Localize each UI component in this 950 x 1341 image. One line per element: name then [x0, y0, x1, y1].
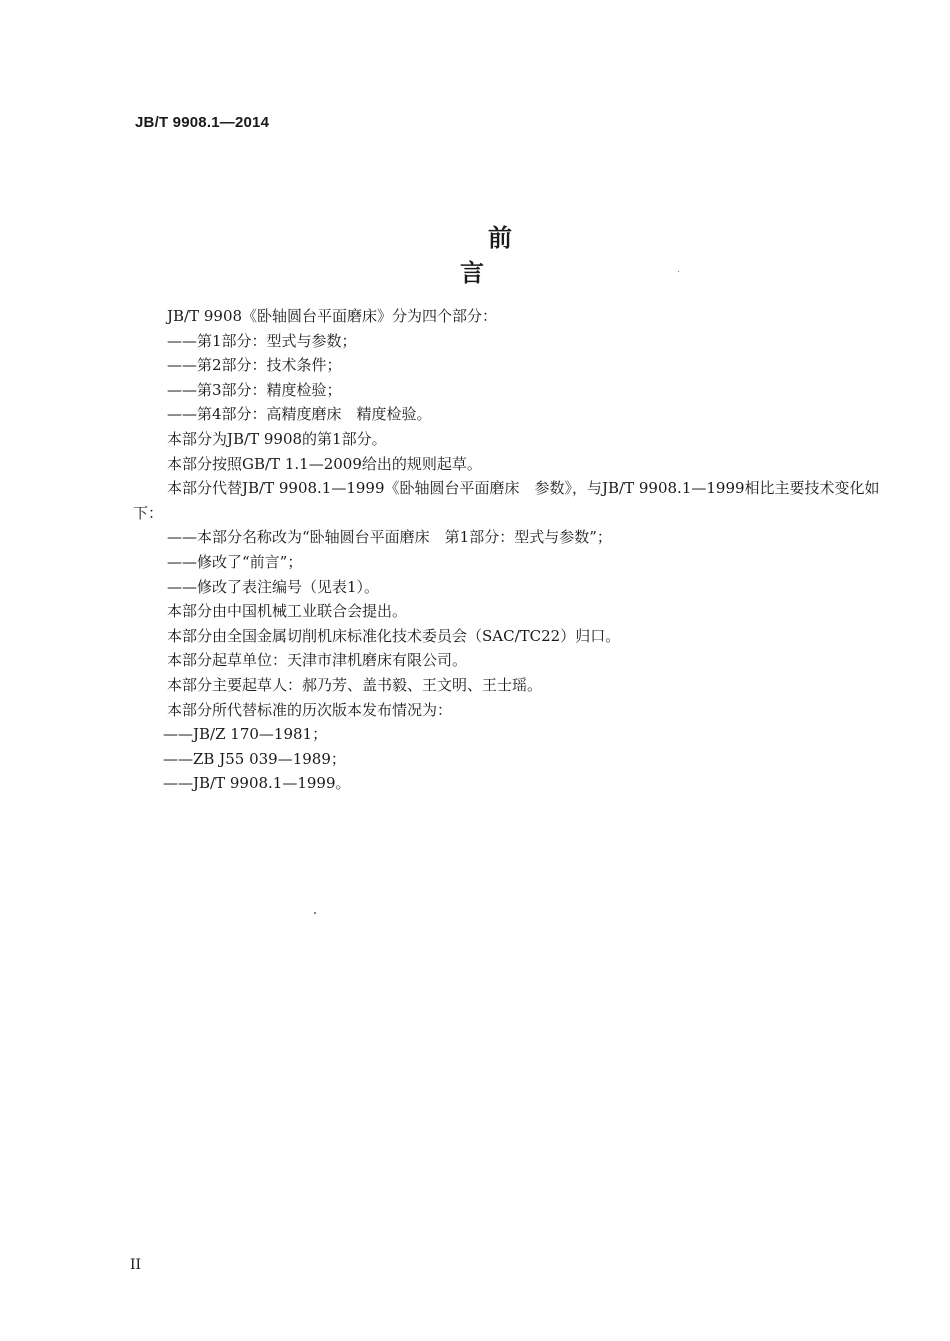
paragraph-drafters: 本部分主要起草人：郝乃芳、盖书毅、王文明、王士瑶。: [167, 675, 543, 694]
scan-speck: [314, 912, 316, 914]
list-item-part-3: ——第3部分：精度检验；: [167, 380, 342, 399]
paragraph-drafting-rules: 本部分按照GB/T 1.1—2009给出的规则起草。: [167, 454, 482, 473]
paragraph-under-jurisdiction: 本部分由全国金属切削机床标准化技术委员会（SAC/TC22）归口。: [167, 626, 621, 645]
paragraph-drafting-unit: 本部分起草单位：天津市津机磨床有限公司。: [167, 651, 468, 670]
list-item-edition-1989: ——ZB J55 039—1989；: [163, 749, 346, 768]
paragraph-parts-intro: JB/T 9908《卧轴圆台平面磨床》分为四个部分：: [167, 307, 498, 325]
list-item-part-4: ——第4部分：高精度磨床 精度检验。: [167, 405, 432, 424]
document-code: JB/T 9908.1—2014: [135, 114, 270, 131]
paragraph-replaces: 本部分代替JB/T 9908.1—1999《卧轴圆台平面磨床 参数》，与JB/T 9908.1—1999相比主要技术变化如下：: [133, 479, 880, 522]
list-item-change-name: ——本部分名称改为“卧轴圆台平面磨床 第1部分：型式与参数”；: [167, 528, 612, 547]
paragraph-proposed-by: 本部分由中国机械工业联合会提出。: [167, 602, 408, 621]
foreword-body: [133, 304, 883, 796]
list-item-edition-1999: ——JB/T 9908.1—1999。: [163, 774, 351, 793]
paragraph-this-part: 本部分为JB/T 9908的第1部分。: [167, 429, 387, 448]
list-item-change-table-note: ——修改了表注编号（见表1）。: [167, 577, 380, 596]
list-item-change-foreword: ——修改了“前言”；: [167, 552, 303, 571]
list-item-edition-1981: ——JB/Z 170—1981；: [163, 725, 328, 744]
list-item-part-2: ——第2部分：技术条件；: [167, 356, 342, 375]
scan-speck: [678, 271, 679, 272]
paragraph-previous-editions: 本部分所代替标准的历次版本发布情况为：: [167, 700, 453, 719]
section-title: 前 言: [460, 224, 648, 287]
page-number: II: [130, 1257, 142, 1273]
list-item-part-1: ——第1部分：型式与参数；: [167, 331, 357, 350]
